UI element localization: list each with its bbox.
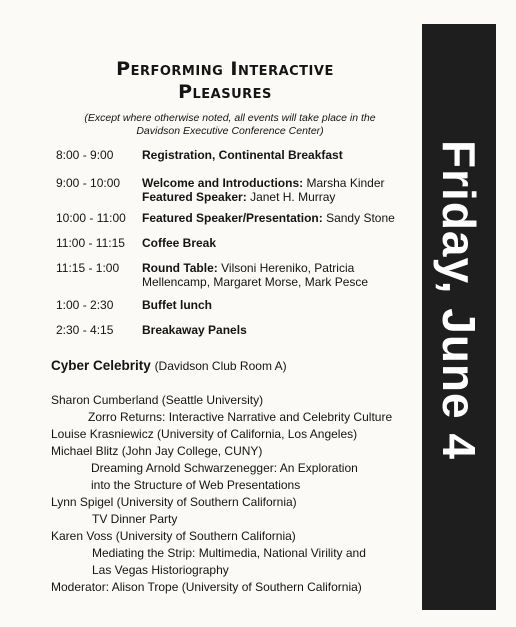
schedule-title: Breakaway Panels [142, 323, 247, 337]
paper-title-line: into the Structure of Web Presentations [91, 478, 301, 492]
panelist-line: Sharon Cumberland (Seattle University) [51, 393, 264, 407]
schedule-detail: Sandy Stone [326, 211, 395, 225]
panelist-line: Lynn Spigel (University of Southern California) [51, 495, 297, 509]
schedule-time: 11:15 - 1:00 [56, 261, 120, 275]
schedule-title: Registration, Continental Breakfast [142, 148, 343, 162]
panelist-line: Karen Voss (University of Southern California) [51, 529, 296, 543]
schedule-event [142, 323, 412, 337]
schedule-time: 8:00 - 9:00 [56, 148, 114, 162]
schedule-time: 1:00 - 2:30 [56, 298, 114, 312]
schedule-detail-2: Janet H. Murray [250, 190, 336, 204]
schedule-event [142, 298, 412, 312]
schedule-title-2: Featured Speaker: [142, 190, 247, 204]
panelist-line: Michael Blitz (John Jay College, CUNY) [51, 444, 263, 458]
location-note-line1: (Except where otherwise noted, all events will take place in the [84, 112, 376, 124]
location-note [60, 112, 400, 138]
schedule-title: Buffet lunch [142, 298, 212, 312]
schedule-time: 2:30 - 4:15 [56, 323, 114, 337]
schedule-event [142, 211, 412, 225]
page-title-line2: Pleasures [178, 81, 272, 103]
paper-title-line: Mediating the Strip: Multimedia, National Virility and [92, 546, 366, 560]
panel-location: (Davidson Club Room A) [154, 359, 287, 373]
panel-heading [51, 358, 287, 373]
schedule-title: Round Table: [142, 261, 218, 275]
location-note-line2: Davidson Executive Conference Center) [136, 125, 324, 137]
paper-title-line: Las Vegas Historiography [92, 563, 229, 577]
schedule-detail: Vilsoni Hereniko, Patricia [221, 261, 355, 275]
paper-title-line: TV Dinner Party [92, 512, 178, 526]
panel-title: Cyber Celebrity [51, 358, 151, 373]
page-title-line1: Performing Interactive [116, 58, 334, 80]
schedule-event [142, 176, 412, 204]
schedule-event [142, 148, 412, 162]
schedule-title: Coffee Break [142, 236, 217, 250]
day-banner-text: Friday, June 4 [433, 140, 485, 460]
schedule-time: 9:00 - 10:00 [56, 176, 121, 190]
paper-title-line: Dreaming Arnold Schwarzenegger: An Exploration [91, 461, 358, 475]
paper-title-line: Zorro Returns: Interactive Narrative and Celebrity Culture [88, 410, 393, 424]
schedule-event [142, 261, 412, 289]
schedule-title: Welcome and Introductions: [142, 176, 304, 190]
schedule-title: Featured Speaker/Presentation: [142, 211, 323, 225]
panel-list [51, 392, 421, 596]
schedule-time: 10:00 - 11:00 [56, 211, 126, 225]
schedule-time: 11:00 - 11:15 [56, 236, 125, 250]
schedule-detail-line2: Mellencamp, Margaret Morse, Mark Pesce [142, 275, 369, 289]
schedule-event [142, 236, 412, 250]
page-title [40, 58, 410, 104]
moderator-line: Moderator: Alison Trope (University of Southern California) [51, 580, 362, 594]
schedule-detail: Marsha Kinder [306, 176, 385, 190]
panelist-line: Louise Krasniewicz (University of California, Los Angeles) [51, 427, 358, 441]
